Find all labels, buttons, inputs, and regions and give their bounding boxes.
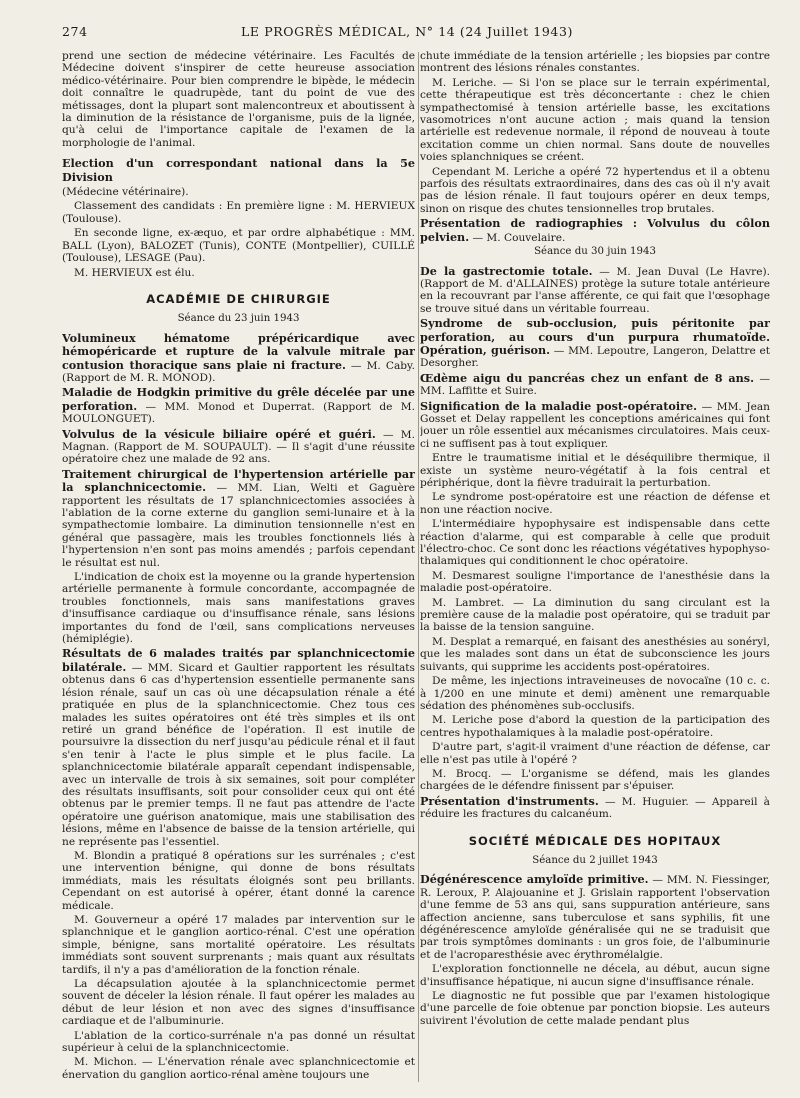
paragraph-leriche-question: M. Leriche pose d'abord la question de la participation des centres hypothalamiques à la maladie post-opératoire. xyxy=(420,714,770,739)
paragraph-continuation: chute immédiate de la tension artérielle ; les biopsies par contre montrent des lésions rénales constantes. xyxy=(420,50,770,75)
article-volvulus xyxy=(62,428,415,466)
article-hypertension-body: — MM. Lian, Welti et Gaguère rapportent les résultats de 17 splanchnicectomies associées à l'ablation de la corne externe du ganglion semi-lunaire et à la sympathectomie lombaire. La diminution tensionnelle n'est en général que passagère, mais les troubles fonctionnels liés à l'hypertension n'en sont pas moins amendés ; parfois cependant le résultat est nul. xyxy=(62,482,415,569)
election-subtitle: (Médecine vétérinaire). xyxy=(62,186,189,199)
article-radiographies-body: — M. Couvelaire. xyxy=(469,231,566,244)
society-session-date: Séance du 2 juillet 1943 xyxy=(532,854,658,866)
article-radiographies xyxy=(420,217,770,244)
academy-heading: ACADÉMIE DE CHIRURGIE xyxy=(146,291,331,306)
article-gastrectomie xyxy=(420,265,770,316)
article-splanchnicectomie-body: — MM. Sicard et Gaultier rapportent les résultats obtenus dans 6 cas d'hypertension essentielle permanente sans lésion rénale, sauf un cas où une décapsulation rénale a été pratiquée en plus de la splanchnicectomie. Chez tous ces malades les suites opératoires ont été très simples et ils ont retiré un grand bénéfice de l'opération. Il est inutile de poursuivre la dissection du nerf jusqu'au pédicule rénal et il faut s'en tenir à l'acte le plus simple et le plus facile. La splanchnicectomie bilatérale apparaît cependant indispensable, avec un intervalle de trois à six semaines, soit pour compléter des résultats insuffisants, soit pour consolider ceux qui ont été obtenus par le premier temps. Il ne faut pas attendre de l'acte opératoire une guérison anatomique, mais une stabilisation des lésions, même en l'absence de baisse de la tension artérielle, qui ne représente pas l'essentiel. xyxy=(62,661,415,848)
paragraph-leriche: M. Leriche. — Si l'on se place sur le terrain expérimental, cette thérapeutique est très déconcertante : chez le chien sympathectomisé à tension artérielle basse, les excitations vasomotrices n'ont aucune action ; mais quand la tension artérielle est redevenue normale, il répond de nouveau à toute excitation comme un chien normal. Sans doute de nouvelles voies splanchniques se créent. xyxy=(420,76,770,164)
article-sub-occlusion xyxy=(420,317,770,370)
intro-paragraph: prend une section de médecine vétérinaire. Les Facultés de Médecine doivent s'inspirer de cette heureuse association médico-vétérinaire. Pour bien comprendre le bipède, le médecin doit connaître le quadrupède, tant du point de vue des métissages, dont la plupart sont malencontreux et aboutissent à la diminution de la résistance de l'organisme, puis de la lignée, qu'à celui de l'importance capitale de l'examen de la morphologie de l'animal. xyxy=(62,50,415,149)
paragraph-desmarest: M. Desmarest souligne l'importance de l'anesthésie dans la maladie post-opératoire. xyxy=(420,569,770,595)
column-divider xyxy=(418,52,419,1082)
article-hematome-body: — M. Caby. (Rapport de M. R. MONOD). xyxy=(62,359,415,384)
article-post-operatoire xyxy=(420,400,770,451)
paragraph-gouverneur: M. Gouverneur a opéré 17 malades par intervention sur le splanchnique et le ganglion aortico-rénal. C'est une opération simple, bénigne, sans mortalité opératoire. Les résultats immédiats sont souvent surprenants ; mais quant aux résultats tardifs, il n'y a pas d'amélioration de la fonction rénale. xyxy=(62,914,415,976)
article-instruments-title: Présentation d'instruments. xyxy=(420,793,599,808)
article-hypertension xyxy=(62,468,415,569)
paragraph-traumatisme: Entre le traumatisme initial et le déséquilibre thermique, il existe un système neuro-végétatif à la fois central et périphérique, dont la fièvre traduirait la perturbation. xyxy=(420,452,770,489)
society-heading: SOCIÉTÉ MÉDICALE DES HOPITAUX xyxy=(468,833,722,848)
running-title: LE PROGRÈS MÉDICAL, N° 14 (24 Juillet 1943) xyxy=(241,24,573,39)
paragraph-michon: M. Michon. — L'énervation rénale avec splanchnicectomie et énervation du ganglion aortico-rénal amène toujours une xyxy=(62,1056,415,1081)
article-splanchnicectomie-title: Résultats de 6 malades traités par splanchnicectomie bilatérale. xyxy=(62,646,415,674)
article-pancreas-body: — MM. Laffitte et Suire. xyxy=(420,372,770,398)
paragraph-exploration: L'exploration fonctionnelle ne décela, au début, aucun signe d'insuffisance hépatique, ni aucun signe d'insuffisance rénale. xyxy=(420,963,770,988)
paragraph-decapsulation: La décapsulation ajoutée à la splanchnicectomie permet souvent de déceler la lésion rénale. Il faut opérer les malades au début de leur lésion et non avec des signes d'insuffisance cardiaque et de l'albuminurie. xyxy=(62,978,415,1028)
article-pancreas-title: Œdème aigu du pancréas chez un enfant de 8 ans. xyxy=(420,370,754,385)
article-hematome xyxy=(62,332,415,385)
article-hypertension-indication: L'indication de choix est la moyenne ou la grande hypertension artérielle permanente à formule concordante, accompagnée de troubles fonctionnels, mais sans manifestations graves d'insuffisance cardiaque ou d'insuffisance rénale, sans lésions importantes du fond de l'œil, sans complications nerveuses (hémiplégie). xyxy=(62,571,415,646)
paragraph-leriche-results: Cependant M. Leriche a opéré 72 hypertendus et il a obtenu parfois des résultats extraordinaires, dans des cas où il n'y avait pas de lésion rénale. Il faut toujours opérer en deux temps, sinon on risque des chutes tensionnelles trop brutales. xyxy=(420,165,770,215)
article-post-operatoire-body: — MM. Jean Gosset et Delay rappellent les conceptions américaines qui font jouer un rôle essentiel aux mécanismes circulatoires. Mais ceux-ci ne suffisent pas à tout expliquer. xyxy=(420,400,770,450)
article-sub-occlusion-body: — MM. Lepoutre, Langeron, Delattre et Desorgher. xyxy=(420,344,770,370)
article-gastrectomie-title: De la gastrectomie totale. xyxy=(420,263,593,278)
article-instruments xyxy=(420,795,770,821)
paragraph-syndrome: Le syndrome post-opératoire est une réaction de défense et non une réaction nocive. xyxy=(420,491,770,516)
page-header xyxy=(62,20,752,40)
paragraph-defense: D'autre part, s'agit-il vraiment d'une réaction de défense, car elle n'est pas utile à l'opéré ? xyxy=(420,741,770,766)
article-splanchnicectomie xyxy=(62,647,415,848)
article-volvulus-title: Volvulus de la vésicule biliaire opéré et guéri. xyxy=(62,426,376,441)
article-pancreas xyxy=(420,372,770,398)
session-date-30-juin: Séance du 30 juin 1943 xyxy=(534,246,656,258)
paragraph-desplat: M. Desplat a remarqué, en faisant des anesthésies au sonéryl, que les malades sont dans un état de subconscience les jours suivants, qui supprime les accidents post-opératoires. xyxy=(420,635,770,673)
article-hypertension-title: Traitement chirurgical de l'hypertension artérielle par la splanchnicectomie. xyxy=(62,466,415,495)
article-instruments-body: — M. Huguier. — Appareil à réduire les fractures du calcanéum. xyxy=(420,795,770,821)
academy-session-date: Séance du 23 juin 1943 xyxy=(177,313,300,325)
article-amyloide-body: — MM. N. Fiessinger, R. Leroux, P. Alajouanine et J. Grislain rapportent l'observation d'une femme de 53 ans qui, sans suppuration antérieure, sans affection ancienne, sans tuberculose et sans syphilis, fit une dégénérescence amyloïde généralisée qui ne se traduisit que par trois symptômes dominants : un gros foie, de l'albuminurie et de l'acroparesthésie avec érythromélalgie. xyxy=(420,874,770,961)
article-post-operatoire-title: Signification de la maladie post-opératoire. xyxy=(420,398,698,413)
paragraph-blondin: M. Blondin a pratiqué 8 opérations sur les surrénales ; c'est une intervention bénigne, qui donne de bons résultats immédiats, mais les résultats éloignés sont peu brillants. Cependant on est autorisé à opérer, étant donné la carence médicale. xyxy=(62,849,415,912)
article-hodgkin xyxy=(62,386,415,425)
article-gastrectomie-body: — M. Jean Duval (Le Havre). (Rapport de M. d'ALLAINES) protège la suture totale antérieure en la recouvrant par l'anse afférente, ce qui fait que l'œsophage se trouve situé dans un véritable fourreau. xyxy=(420,265,770,315)
election-result: M. HERVIEUX est élu. xyxy=(74,266,195,279)
article-sub-occlusion-title: Syndrome de sub-occlusion, puis péritonite par perforation, au cours d'un purpura rhumatoïde. Opération, guérison. xyxy=(420,316,770,357)
article-amyloide-title: Dégénérescence amyloïde primitive. xyxy=(420,872,649,887)
paragraph-novocaine: De même, les injections intraveineuses de novocaïne (10 c. c. à 1/200 en une minute et demi) amènent une remarquable sédation des phénomènes sub-occlusifs. xyxy=(420,675,770,712)
paragraph-diagnostic: Le diagnostic ne fut possible que par l'examen histologique d'une parcelle de foie obtenue par ponction biopsie. Les auteurs suivirent l'évolution de cette malade pendant plus xyxy=(420,990,770,1027)
article-hodgkin-title: Maladie de Hodgkin primitive du grêle décelée par une perforation. xyxy=(62,385,415,413)
paragraph-lambret: M. Lambret. — La diminution du sang circulant est la première cause de la maladie post opératoire, qui se traduit par la baisse de la tension sanguine. xyxy=(420,596,770,634)
article-hodgkin-body: — MM. Monod et Duperrat. (Rapport de M. MOULONGUET). xyxy=(62,400,415,426)
article-radiographies-title: Présentation de radiographies : Volvulus du côlon pelvien. xyxy=(420,216,770,244)
right-column xyxy=(420,50,770,1090)
paragraph-hypophysaire: L'intermédiaire hypophysaire est indispensable dans cette réaction d'alarme, qui est comparable à celle que produit l'électro-choc. Ce sont donc les réactions végétatives hypophyso-thalamiques qui conditionnent le choc opératoire. xyxy=(420,518,770,568)
election-second-line: En seconde ligne, ex-æquo, et par ordre alphabétique : MM. BALL (Lyon), BALOZET (Tunis), CONTE (Montpellier), CUILLÉ (Toulouse), LESAGE (Pau). xyxy=(62,227,415,265)
paragraph-brocq: M. Brocq. — L'organisme se défend, mais les glandes chargées de le défendre finissent par s'épuiser. xyxy=(420,767,770,793)
election-heading xyxy=(62,157,415,184)
election-title: Election d'un correspondant national dans la 5e Division xyxy=(62,156,415,184)
left-column xyxy=(62,50,415,1090)
page-number: 274 xyxy=(62,24,88,39)
election-ranking: Classement des candidats : En première ligne : M. HERVIEUX (Toulouse). xyxy=(62,200,415,225)
article-volvulus-body: — M. Magnan. (Rapport de M. SOUPAULT). — Il s'agit d'une réussite opératoire chez une malade de 92 ans. xyxy=(62,428,415,466)
paragraph-cortico-surrenale: L'ablation de la cortico-surrénale n'a pas donné un résultat supérieur à celui de la splanchnicectomie. xyxy=(62,1029,415,1055)
article-amyloide xyxy=(420,873,770,961)
article-hematome-title: Volumineux hématome prépéricardique avec hémopéricarde et rupture de la valvule mitrale par contusion thoracique sans plaie ni fracture. xyxy=(62,330,415,372)
